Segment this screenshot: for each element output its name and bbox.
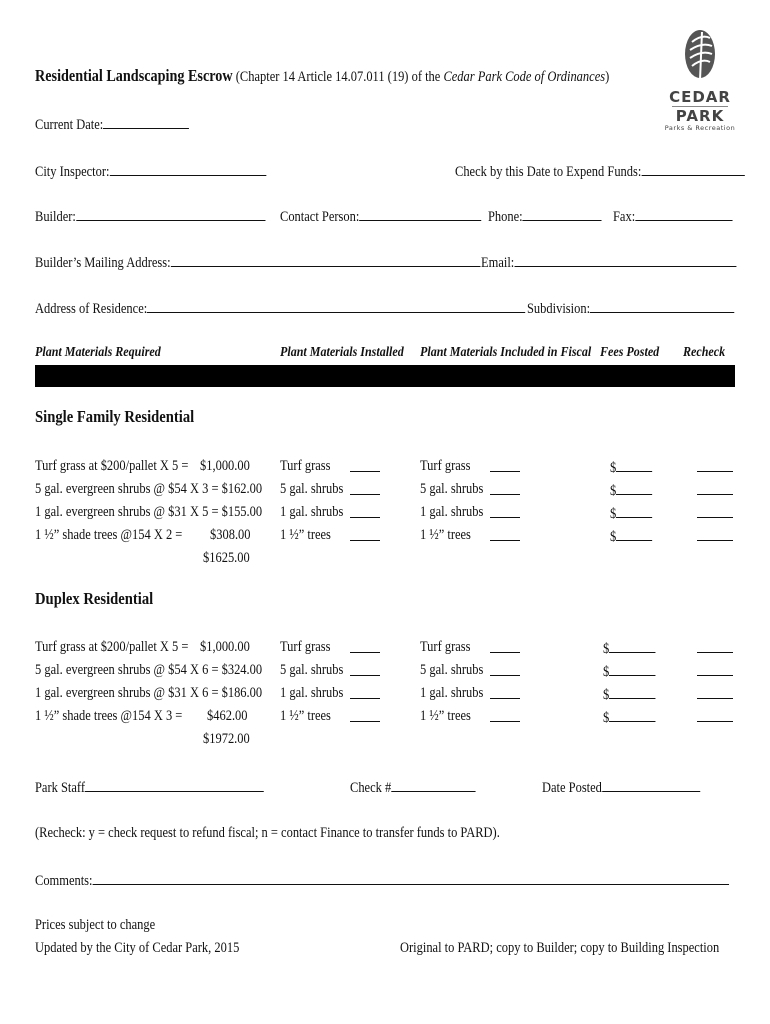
- check-by-date-field[interactable]: [455, 162, 770, 181]
- phone-label: Phone:: [488, 209, 523, 225]
- installed-blank[interactable]: [350, 527, 380, 546]
- residence-label: Address of Residence:: [35, 301, 148, 317]
- phone-field[interactable]: [488, 207, 620, 226]
- title-sub-italic: Cedar Park Code of Ordinances: [443, 69, 606, 85]
- installed-blank[interactable]: [350, 639, 380, 658]
- builder-label: Builder:: [35, 209, 76, 225]
- check-number-field[interactable]: [350, 778, 496, 797]
- current-date-field[interactable]: [35, 115, 214, 134]
- mailing-label: Builder’s Mailing Address:: [35, 255, 171, 271]
- email-label: Email:: [481, 255, 515, 271]
- fee-field[interactable]: $: [603, 639, 664, 658]
- date-posted-field[interactable]: [542, 778, 726, 797]
- fiscal-item[interactable]: 1 gal. shrubs: [420, 504, 484, 520]
- fee-field[interactable]: $: [603, 662, 664, 681]
- fax-label: Fax:: [613, 209, 636, 225]
- fee-field[interactable]: $: [610, 527, 659, 546]
- email-field[interactable]: [481, 253, 770, 272]
- recheck-blank[interactable]: [697, 708, 733, 727]
- item-desc: 5 gal. evergreen shrubs @ $54 X 3 = $162.00: [35, 481, 263, 497]
- header-divider-bar: [35, 365, 735, 387]
- recheck-blank[interactable]: [697, 685, 733, 704]
- check-number-label: Check #: [350, 780, 392, 796]
- recheck-note: (Recheck: y = check request to refund fiscal; n = contact Finance to transfer funds to PARD).: [35, 825, 500, 841]
- prices-note: Prices subject to change: [35, 917, 156, 933]
- col-header-required: Plant Materials Required: [35, 345, 161, 360]
- fiscal-blank[interactable]: [490, 481, 520, 500]
- logo-park-text: PARK: [675, 107, 725, 125]
- item-desc: Turf grass at $200/pallet X 5 =: [35, 458, 189, 474]
- comments-label: Comments:: [35, 873, 93, 889]
- check-by-label: Check by this Date to Expend Funds:: [455, 164, 642, 180]
- col-header-fees: Fees Posted: [600, 345, 660, 360]
- park-staff-label: Park Staff: [35, 780, 86, 796]
- item-amount: $462.00: [207, 708, 248, 724]
- fiscal-blank[interactable]: [490, 458, 520, 477]
- col-header-fiscal: Plant Materials Included in Fiscal: [420, 345, 592, 360]
- date-posted-label: Date Posted: [542, 780, 602, 796]
- title-main: Residential Landscaping Escrow: [35, 66, 233, 85]
- item-desc: 1 gal. evergreen shrubs @ $31 X 6 = $186.00: [35, 685, 263, 701]
- item-amount: $1,000.00: [200, 639, 250, 655]
- col-header-installed: Plant Materials Installed: [280, 345, 404, 360]
- installed-item[interactable]: 1 gal. shrubs: [280, 504, 344, 520]
- item-desc: 1 gal. evergreen shrubs @ $31 X 5 = $155.00: [35, 504, 263, 520]
- updated-note: Updated by the City of Cedar Park, 2015: [35, 940, 240, 956]
- recheck-blank[interactable]: [697, 527, 733, 546]
- item-amount: $1,000.00: [200, 458, 250, 474]
- installed-blank[interactable]: [350, 662, 380, 681]
- fiscal-item[interactable]: 1 gal. shrubs: [420, 685, 484, 701]
- title-sub-pre: (Chapter 14 Article 14.07.011 (19) of the: [235, 69, 444, 85]
- city-inspector-field[interactable]: [35, 162, 304, 181]
- section-title-duplex: Duplex Residential: [35, 589, 154, 608]
- fax-field[interactable]: [613, 207, 752, 226]
- installed-item[interactable]: 5 gal. shrubs: [280, 662, 344, 678]
- item-desc: 1 ½” shade trees @154 X 2 =: [35, 527, 183, 543]
- fiscal-blank[interactable]: [490, 662, 520, 681]
- installed-item[interactable]: Turf grass: [280, 458, 331, 474]
- fiscal-item[interactable]: 1 ½” trees: [420, 527, 471, 543]
- installed-item[interactable]: 1 ½” trees: [280, 708, 331, 724]
- fee-field[interactable]: $: [610, 504, 659, 523]
- item-amount: $308.00: [210, 527, 251, 543]
- logo-cedar-text: CEDAR: [669, 88, 731, 106]
- fiscal-item[interactable]: 5 gal. shrubs: [420, 662, 484, 678]
- recheck-blank[interactable]: [697, 458, 733, 477]
- copies-note: Original to PARD; copy to Builder; copy to Building Inspection: [400, 940, 720, 956]
- recheck-blank[interactable]: [697, 481, 733, 500]
- page-title: [35, 66, 703, 86]
- contact-person-field[interactable]: [280, 207, 514, 226]
- builder-field[interactable]: [35, 207, 303, 226]
- installed-item[interactable]: Turf grass: [280, 639, 331, 655]
- fiscal-blank[interactable]: [490, 639, 520, 658]
- fiscal-item[interactable]: Turf grass: [420, 458, 471, 474]
- fiscal-blank[interactable]: [490, 504, 520, 523]
- col-header-recheck: Recheck: [683, 345, 726, 360]
- fiscal-blank[interactable]: [490, 527, 520, 546]
- city-inspector-label: City Inspector:: [35, 164, 110, 180]
- residence-address-field[interactable]: [35, 299, 605, 318]
- park-staff-field[interactable]: [35, 778, 301, 797]
- installed-blank[interactable]: [350, 685, 380, 704]
- fiscal-blank[interactable]: [490, 708, 520, 727]
- recheck-blank[interactable]: [697, 662, 733, 681]
- item-desc: 5 gal. evergreen shrubs @ $54 X 6 = $324.00: [35, 662, 263, 678]
- installed-blank[interactable]: [350, 458, 380, 477]
- fee-field[interactable]: $: [610, 481, 659, 500]
- installed-item[interactable]: 1 gal. shrubs: [280, 685, 344, 701]
- title-sub-post: ): [605, 69, 610, 85]
- recheck-blank[interactable]: [697, 639, 733, 658]
- fiscal-item[interactable]: 5 gal. shrubs: [420, 481, 484, 497]
- installed-item[interactable]: 5 gal. shrubs: [280, 481, 344, 497]
- installed-blank[interactable]: [350, 481, 380, 500]
- fiscal-item[interactable]: Turf grass: [420, 639, 471, 655]
- mailing-address-field[interactable]: [35, 253, 553, 272]
- subdivision-field[interactable]: [527, 299, 768, 318]
- section-total: $1625.00: [203, 550, 250, 566]
- section-title-single-family: Single Family Residential: [35, 407, 195, 426]
- current-date-label: Current Date:: [35, 117, 104, 133]
- installed-item[interactable]: 1 ½” trees: [280, 527, 331, 543]
- fee-field[interactable]: $: [610, 458, 659, 477]
- item-desc: 1 ½” shade trees @154 X 3 =: [35, 708, 183, 724]
- fee-field[interactable]: $: [603, 685, 664, 704]
- installed-blank[interactable]: [350, 504, 380, 523]
- contact-label: Contact Person:: [280, 209, 360, 225]
- fiscal-item[interactable]: 1 ½” trees: [420, 708, 471, 724]
- subdivision-label: Subdivision:: [527, 301, 591, 317]
- item-desc: Turf grass at $200/pallet X 5 =: [35, 639, 189, 655]
- comments-field[interactable]: [35, 871, 770, 890]
- installed-blank[interactable]: [350, 708, 380, 727]
- section-total: $1972.00: [203, 731, 250, 747]
- fiscal-blank[interactable]: [490, 685, 520, 704]
- recheck-blank[interactable]: [697, 504, 733, 523]
- logo-tagline: Parks & Recreation: [664, 124, 736, 132]
- fee-field[interactable]: $: [603, 708, 664, 727]
